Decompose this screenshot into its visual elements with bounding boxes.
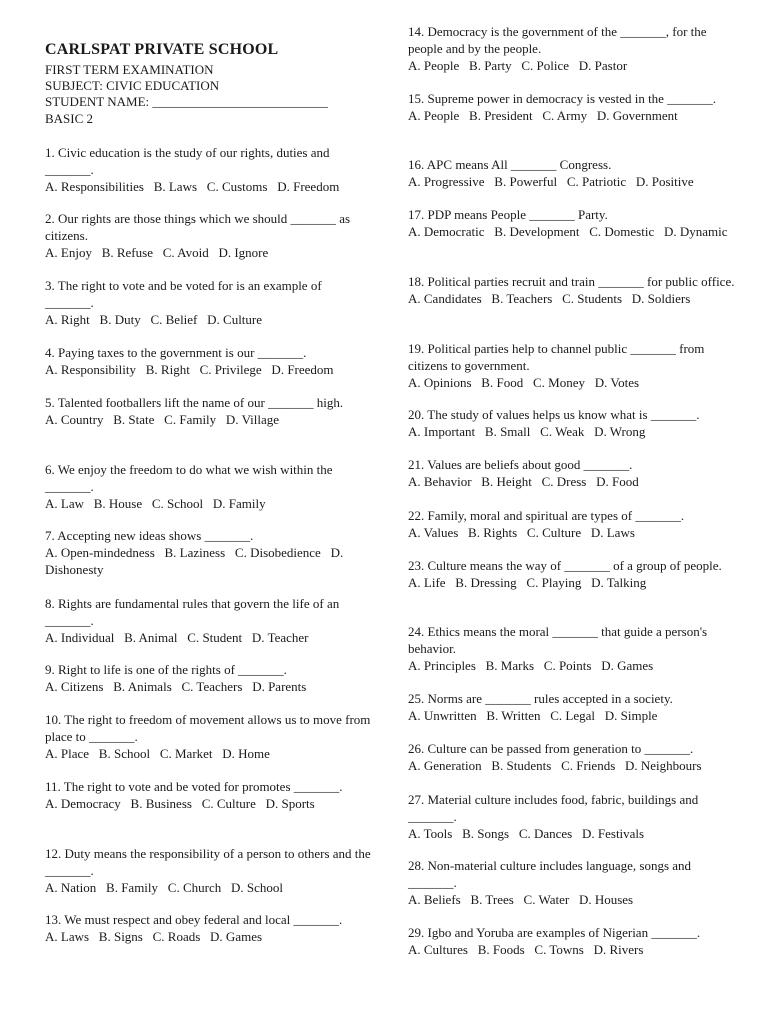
exam-title: FIRST TERM EXAMINATION bbox=[45, 62, 214, 77]
question-10 bbox=[45, 712, 373, 762]
question-options: A. Opinions B. Food C. Money D. Votes bbox=[408, 374, 640, 390]
class-line: BASIC 2 bbox=[45, 111, 94, 126]
question-options: A. Tools B. Songs C. Dances D. Festivals bbox=[408, 825, 645, 841]
question-text: 13. We must respect and obey federal and local _______. bbox=[45, 912, 343, 927]
question-options: A. Place B. School C. Market D. Home bbox=[45, 745, 270, 761]
question-text: 7. Accepting new ideas shows _______. bbox=[45, 528, 254, 543]
question-text: 1. Civic education is the study of our rights, duties and _______. bbox=[45, 145, 330, 177]
question-options: A. Nation B. Family C. Church D. School bbox=[45, 879, 283, 895]
question-text: 14. Democracy is the government of the _______, for the people and by the people. bbox=[408, 24, 707, 56]
question-12 bbox=[45, 846, 373, 896]
question-text: 29. Igbo and Yoruba are examples of Nigerian _______. bbox=[408, 925, 701, 940]
question-options: A. Country B. State C. Family D. Village bbox=[45, 411, 280, 427]
question-text: 17. PDP means People _______ Party. bbox=[408, 207, 608, 222]
question-text: 23. Culture means the way of _______ of a group of people. bbox=[408, 558, 722, 573]
question-24 bbox=[408, 624, 738, 674]
question-text: 27. Material culture includes food, fabric, buildings and _______. bbox=[408, 792, 699, 824]
question-26 bbox=[408, 741, 738, 775]
question-options: A. Generation B. Students C. Friends D. Neighbours bbox=[408, 757, 702, 773]
question-options: A. Progressive B. Powerful C. Patriotic D. Positive bbox=[408, 173, 694, 189]
question-text: 28. Non-material culture includes language, songs and _______. bbox=[408, 858, 692, 890]
question-2 bbox=[45, 211, 373, 261]
question-16 bbox=[408, 157, 738, 191]
question-6 bbox=[45, 462, 373, 512]
question-18 bbox=[408, 274, 738, 308]
question-text: 4. Paying taxes to the government is our _______. bbox=[45, 345, 307, 360]
question-13 bbox=[45, 912, 373, 946]
question-options: A. Behavior B. Height C. Dress D. Food bbox=[408, 473, 639, 489]
student-name-line: STUDENT NAME: ___________________________ bbox=[45, 94, 328, 109]
question-28 bbox=[408, 858, 738, 908]
subject-line: SUBJECT: CIVIC EDUCATION bbox=[45, 78, 220, 93]
question-4 bbox=[45, 345, 373, 379]
question-text: 18. Political parties recruit and train _______ for public office. bbox=[408, 274, 735, 289]
question-options: A. Life B. Dressing C. Playing D. Talking bbox=[408, 574, 647, 590]
question-options: A. Principles B. Marks C. Points D. Games bbox=[408, 657, 654, 673]
question-5 bbox=[45, 395, 373, 429]
question-1 bbox=[45, 145, 373, 195]
question-text: 12. Duty means the responsibility of a person to others and the _______. bbox=[45, 846, 371, 878]
question-text: 19. Political parties help to channel public _______ from citizens to government. bbox=[408, 341, 705, 373]
question-7 bbox=[45, 528, 373, 578]
question-20 bbox=[408, 407, 738, 441]
question-text: 15. Supreme power in democracy is vested in the _______. bbox=[408, 91, 716, 106]
question-options: A. Democratic B. Development C. Domestic D. Dynamic bbox=[408, 223, 728, 239]
question-options: A. Democracy B. Business C. Culture D. Sports bbox=[45, 795, 315, 811]
question-text: 11. The right to vote and be voted for promotes _______. bbox=[45, 779, 343, 794]
question-options: A. Responsibilities B. Laws C. Customs D. Freedom bbox=[45, 178, 340, 194]
question-options: A. Responsibility B. Right C. Privilege D. Freedom bbox=[45, 361, 334, 377]
question-options: A. Unwritten B. Written C. Legal D. Simple bbox=[408, 707, 658, 723]
question-text: 26. Culture can be passed from generation to _______. bbox=[408, 741, 694, 756]
question-27 bbox=[408, 792, 738, 842]
question-options: A. Laws B. Signs C. Roads D. Games bbox=[45, 928, 263, 944]
question-text: 10. The right to freedom of movement allows us to move from place to _______. bbox=[45, 712, 371, 744]
question-11 bbox=[45, 779, 373, 813]
question-options: A. Values B. Rights C. Culture D. Laws bbox=[408, 524, 635, 540]
question-options: A. Citizens B. Animals C. Teachers D. Parents bbox=[45, 678, 307, 694]
question-text: 16. APC means All _______ Congress. bbox=[408, 157, 612, 172]
question-options: A. Beliefs B. Trees C. Water D. Houses bbox=[408, 891, 634, 907]
question-options: A. Candidates B. Teachers C. Students D. Soldiers bbox=[408, 290, 691, 306]
school-name: CARLSPAT PRIVATE SCHOOL bbox=[45, 41, 279, 58]
question-text: 21. Values are beliefs about good _______. bbox=[408, 457, 633, 472]
question-19 bbox=[408, 341, 738, 391]
question-23 bbox=[408, 558, 738, 592]
question-text: 25. Norms are _______ rules accepted in a society. bbox=[408, 691, 673, 706]
question-options: A. Right B. Duty C. Belief D. Culture bbox=[45, 311, 263, 327]
question-21 bbox=[408, 457, 738, 491]
question-14 bbox=[408, 24, 738, 74]
question-options: A. Open-mindedness B. Laziness C. Disobedience D. Dishonesty bbox=[45, 544, 347, 577]
question-text: 22. Family, moral and spiritual are types of _______. bbox=[408, 508, 685, 523]
question-text: 2. Our rights are those things which we should _______ as citizens. bbox=[45, 211, 351, 243]
question-options: A. Law B. House C. School D. Family bbox=[45, 495, 266, 511]
question-text: 6. We enjoy the freedom to do what we wish within the _______. bbox=[45, 462, 333, 494]
question-text: 20. The study of values helps us know what is _______. bbox=[408, 407, 700, 422]
question-options: A. People B. Party C. Police D. Pastor bbox=[408, 57, 628, 73]
question-text: 3. The right to vote and be voted for is an example of _______. bbox=[45, 278, 322, 310]
question-9 bbox=[45, 662, 373, 696]
question-text: 8. Rights are fundamental rules that govern the life of an _______. bbox=[45, 596, 340, 628]
question-text: 9. Right to life is one of the rights of _______. bbox=[45, 662, 287, 677]
question-17 bbox=[408, 207, 738, 241]
question-options: A. Enjoy B. Refuse C. Avoid D. Ignore bbox=[45, 244, 269, 260]
question-options: A. People B. President C. Army D. Government bbox=[408, 107, 678, 123]
question-25 bbox=[408, 691, 738, 725]
question-options: A. Cultures B. Foods C. Towns D. Rivers bbox=[408, 941, 644, 957]
question-text: 5. Talented footballers lift the name of our _______ high. bbox=[45, 395, 344, 410]
question-text: 24. Ethics means the moral _______ that guide a person's behavior. bbox=[408, 624, 708, 656]
question-3 bbox=[45, 278, 373, 328]
question-29 bbox=[408, 925, 738, 959]
question-15 bbox=[408, 91, 738, 125]
question-22 bbox=[408, 508, 738, 542]
question-options: A. Individual B. Animal C. Student D. Teacher bbox=[45, 629, 309, 645]
question-8 bbox=[45, 596, 373, 646]
question-options: A. Important B. Small C. Weak D. Wrong bbox=[408, 423, 646, 439]
